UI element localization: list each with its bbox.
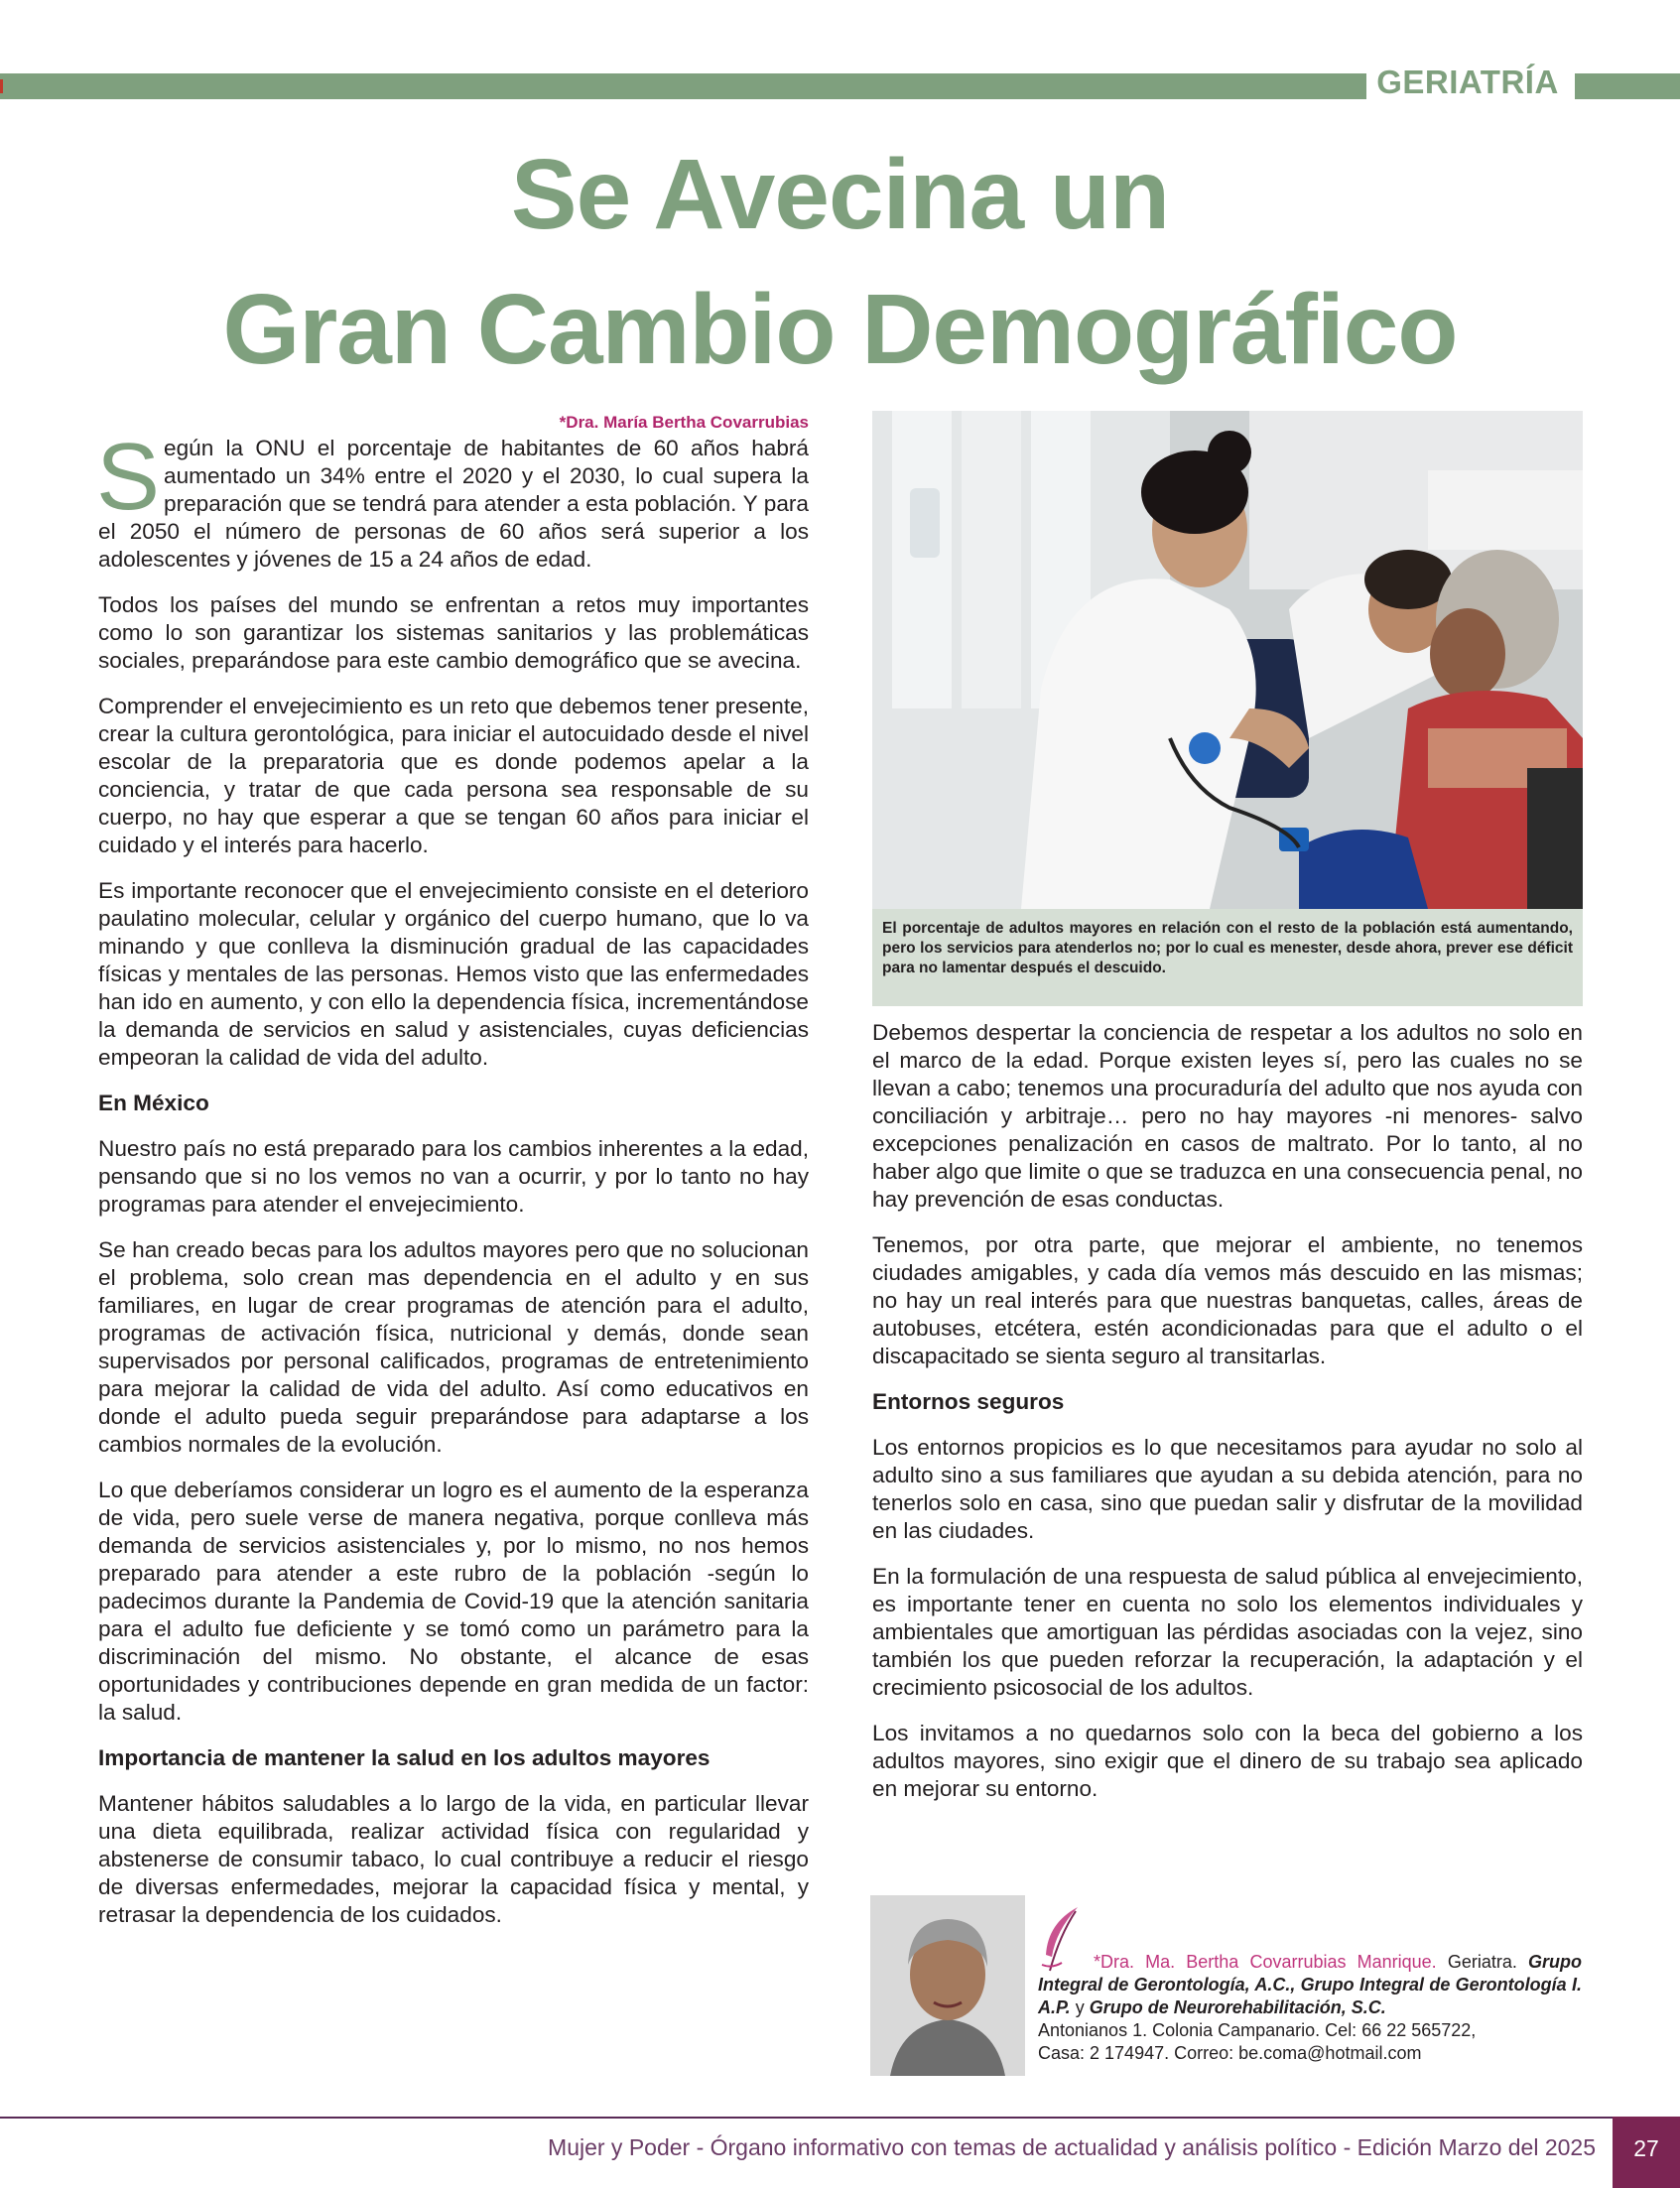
paragraph-text: egún la ONU el porcentaje de habitantes de 60 años habrá aumentado un 34% entre el 2020 y el 2030, lo cual supera la preparación que se tendrá para atender a esta población. Y para el 2050 el número de personas de 60 años será superior a los adolescentes y jóvenes de 15 a 24 años de edad. [98,436,809,572]
photo-caption: El porcentaje de adultos mayores en relación con el resto de la población está aumentando, pero los servicios para atenderlos no; por lo cual es menester, desde ahora, prever ese déficit para no lamentar después el descuido. [882,920,1573,976]
subheading-mexico: En México [98,1091,209,1115]
headline-line-2: Gran Cambio Demográfico [222,274,1458,385]
bio-conjunction: y [1075,1997,1085,2017]
paragraph: Es importante reconocer que el envejecimiento consiste en el deterioro paulatino molecular, celular y orgánico del cuerpo humano, que lo va minando y que conlleva la disminución gradual de las capacidades físicas y mentales de las personas. Hemos visto que las enfermedades han ido en aumento, y con ello la dependencia física, incrementándose la demanda de servicios en salud y asistenciales, cuyas deficiencias empeoran la calidad de vida del adulto. [98,878,809,1070]
right-column [872,1019,1583,1821]
paragraph: Nuestro país no está preparado para los cambios inherentes a la edad, pensando que si no los vemos no van a ocurrir, y por lo tanto no hay programas para atender el envejecimiento. [98,1136,809,1217]
author-bio [1038,1951,1582,2065]
paragraph: Los invitamos a no quedarnos solo con la beca del gobierno a los adultos mayores, sino exigir que el dinero de su trabajo sea aplicado en mejorar su entorno. [872,1721,1583,1801]
article-photo [872,411,1583,909]
footer-publication-line: Mujer y Poder - Órgano informativo con temas de actualidad y análisis político - Edición Marzo del 2025 [548,2134,1596,2160]
bio-address: Antonianos 1. Colonia Campanario. Cel: 66 22 565722, [1038,2020,1477,2040]
paragraph: Comprender el envejecimiento es un reto que debemos tener presente, crear la cultura gerontológica, para iniciar el autocuidado desde el nivel escolar de la preparatoria que es donde podemos apelar a la conciencia, y tratar de que cada persona sea responsable de su cuerpo, no hay que esperar a que se tengan 60 años para iniciar el cuidado y el interés para hacerlo. [98,694,809,857]
paragraph: En la formulación de una respuesta de salud pública al envejecimiento, es importante tener en cuenta no solo los elementos individuales y ambientales que amortiguan las pérdidas asociadas con la vejez, sino también los que pueden reforzar la recuperación, la adaptación y el crecimiento psicosocial de los adultos. [872,1564,1583,1700]
section-label: GERIATRÍA [1376,64,1559,100]
author-portrait [870,1895,1025,2076]
subheading-health: Importancia de mantener la salud en los adultos mayores [98,1745,711,1770]
paragraph: Debemos despertar la conciencia de respetar a los adultos no solo en el marco de la edad. Porque existen leyes sí, pero las cuales no se llevan a cabo; tenemos una procuraduría del adulto que nos ayuda con conciliación y arbitraje… pero no hay mayores -ni menores- salvo excepciones penalización en casos de maltrato. Por lo tanto, al no haber algo que limite o que se traduzca en una consecuencia penal, no hay prevención de esas conductas. [872,1020,1583,1212]
paragraph: Todos los países del mundo se enfrentan a retos muy importantes como lo son garantizar los sistemas sanitarios y las problemáticas sociales, preparándose para este cambio demográfico que se avecina. [98,592,809,673]
bio-title: Geriatra. [1447,1952,1517,1972]
bio-name: *Dra. Ma. Bertha Covarrubias Manrique. [1094,1952,1437,1972]
paragraph: Los entornos propicios es lo que necesitamos para ayudar no solo al adulto sino a sus familiares que ayudan a su debida atención, para no tenerlos solo en casa, sino que puedan salir y disfrutar de la movilidad en las ciudades. [872,1435,1583,1543]
subheading-safe-environments: Entornos seguros [872,1389,1065,1414]
paragraph [96,424,809,574]
header-band-left [0,73,1366,99]
page-number: 27 [1633,2135,1659,2161]
bio-contact: Casa: 2 174947. Correo: be.coma@hotmail.com [1038,2043,1422,2063]
photo-figure [872,411,1583,1006]
author-byline: *Dra. María Bertha Covarrubias [559,413,809,432]
headline-line-1: Se Avecina un [510,139,1170,250]
header-band-right [1575,73,1680,99]
page-number-box [1613,2117,1680,2188]
paragraph: Tenemos, por otra parte, que mejorar el ambiente, no tenemos ciudades amigables, y cada día vemos más descuido en las mismas; no hay un real interés para que nuestras banquetas, calles, áreas de autobuses, etcétera, estén acondicionadas para que el adulto o el discapacitado se sienta seguro al transitarlas. [872,1232,1583,1368]
article-headline [0,127,1680,397]
header-accent-mark [0,79,3,93]
paragraph: Lo que deberíamos considerar un logro es el aumento de la esperanza de vida, pero suele verse de manera negativa, porque conlleva más demanda de servicios asistenciales y, por lo mismo, no nos hemos preparado para atender a este rubro de la población -según lo padecimos durante la Pandemia de Covid-19 que la atención sanitaria para el adulto fue deficiente y se tomó como un parámetro para la discriminación del mismo. No obstante, el alcance de esas oportunidades y contribuciones depende en gran medida de un factor: la salud. [98,1478,809,1725]
drop-cap: S [96,424,161,530]
footer-rule [0,2117,1613,2119]
bio-org-1: Grupo Integral de Gerontología, A.C., Grupo Integral de Gerontología I. A.P. [1038,1952,1582,2017]
paragraph: Mantener hábitos saludables a lo largo de la vida, en particular llevar una dieta equilibrada, realizar actividad física con regularidad y abstenerse de consumir tabaco, lo cual contribuye a reducir el riesgo de diversas enfermedades, mejorar la capacidad física y mental, y retrasar la dependencia de los cuidados. [98,1791,809,1927]
left-column [98,413,809,1947]
bio-org-2: Grupo de Neurorehabilitación, S.C. [1089,1997,1386,2017]
nurse-patient-illustration [872,411,1583,909]
paragraph: Se han creado becas para los adultos mayores pero que no solucionan el problema, solo crean mas dependencia en el adulto y en sus familiares, en lugar de crear programas de atención para el adulto, programas de activación física, nutricional y demás, donde sean supervisados por personal calificados, programas de entretenimiento para mejorar la calidad de vida del adulto. Así como educativos en donde el adulto pueda seguir preparándose para adaptarse a los cambios normales de la evolución. [98,1237,809,1457]
bio-name-line [1038,1951,1582,2019]
author-photo [870,1895,1025,2076]
